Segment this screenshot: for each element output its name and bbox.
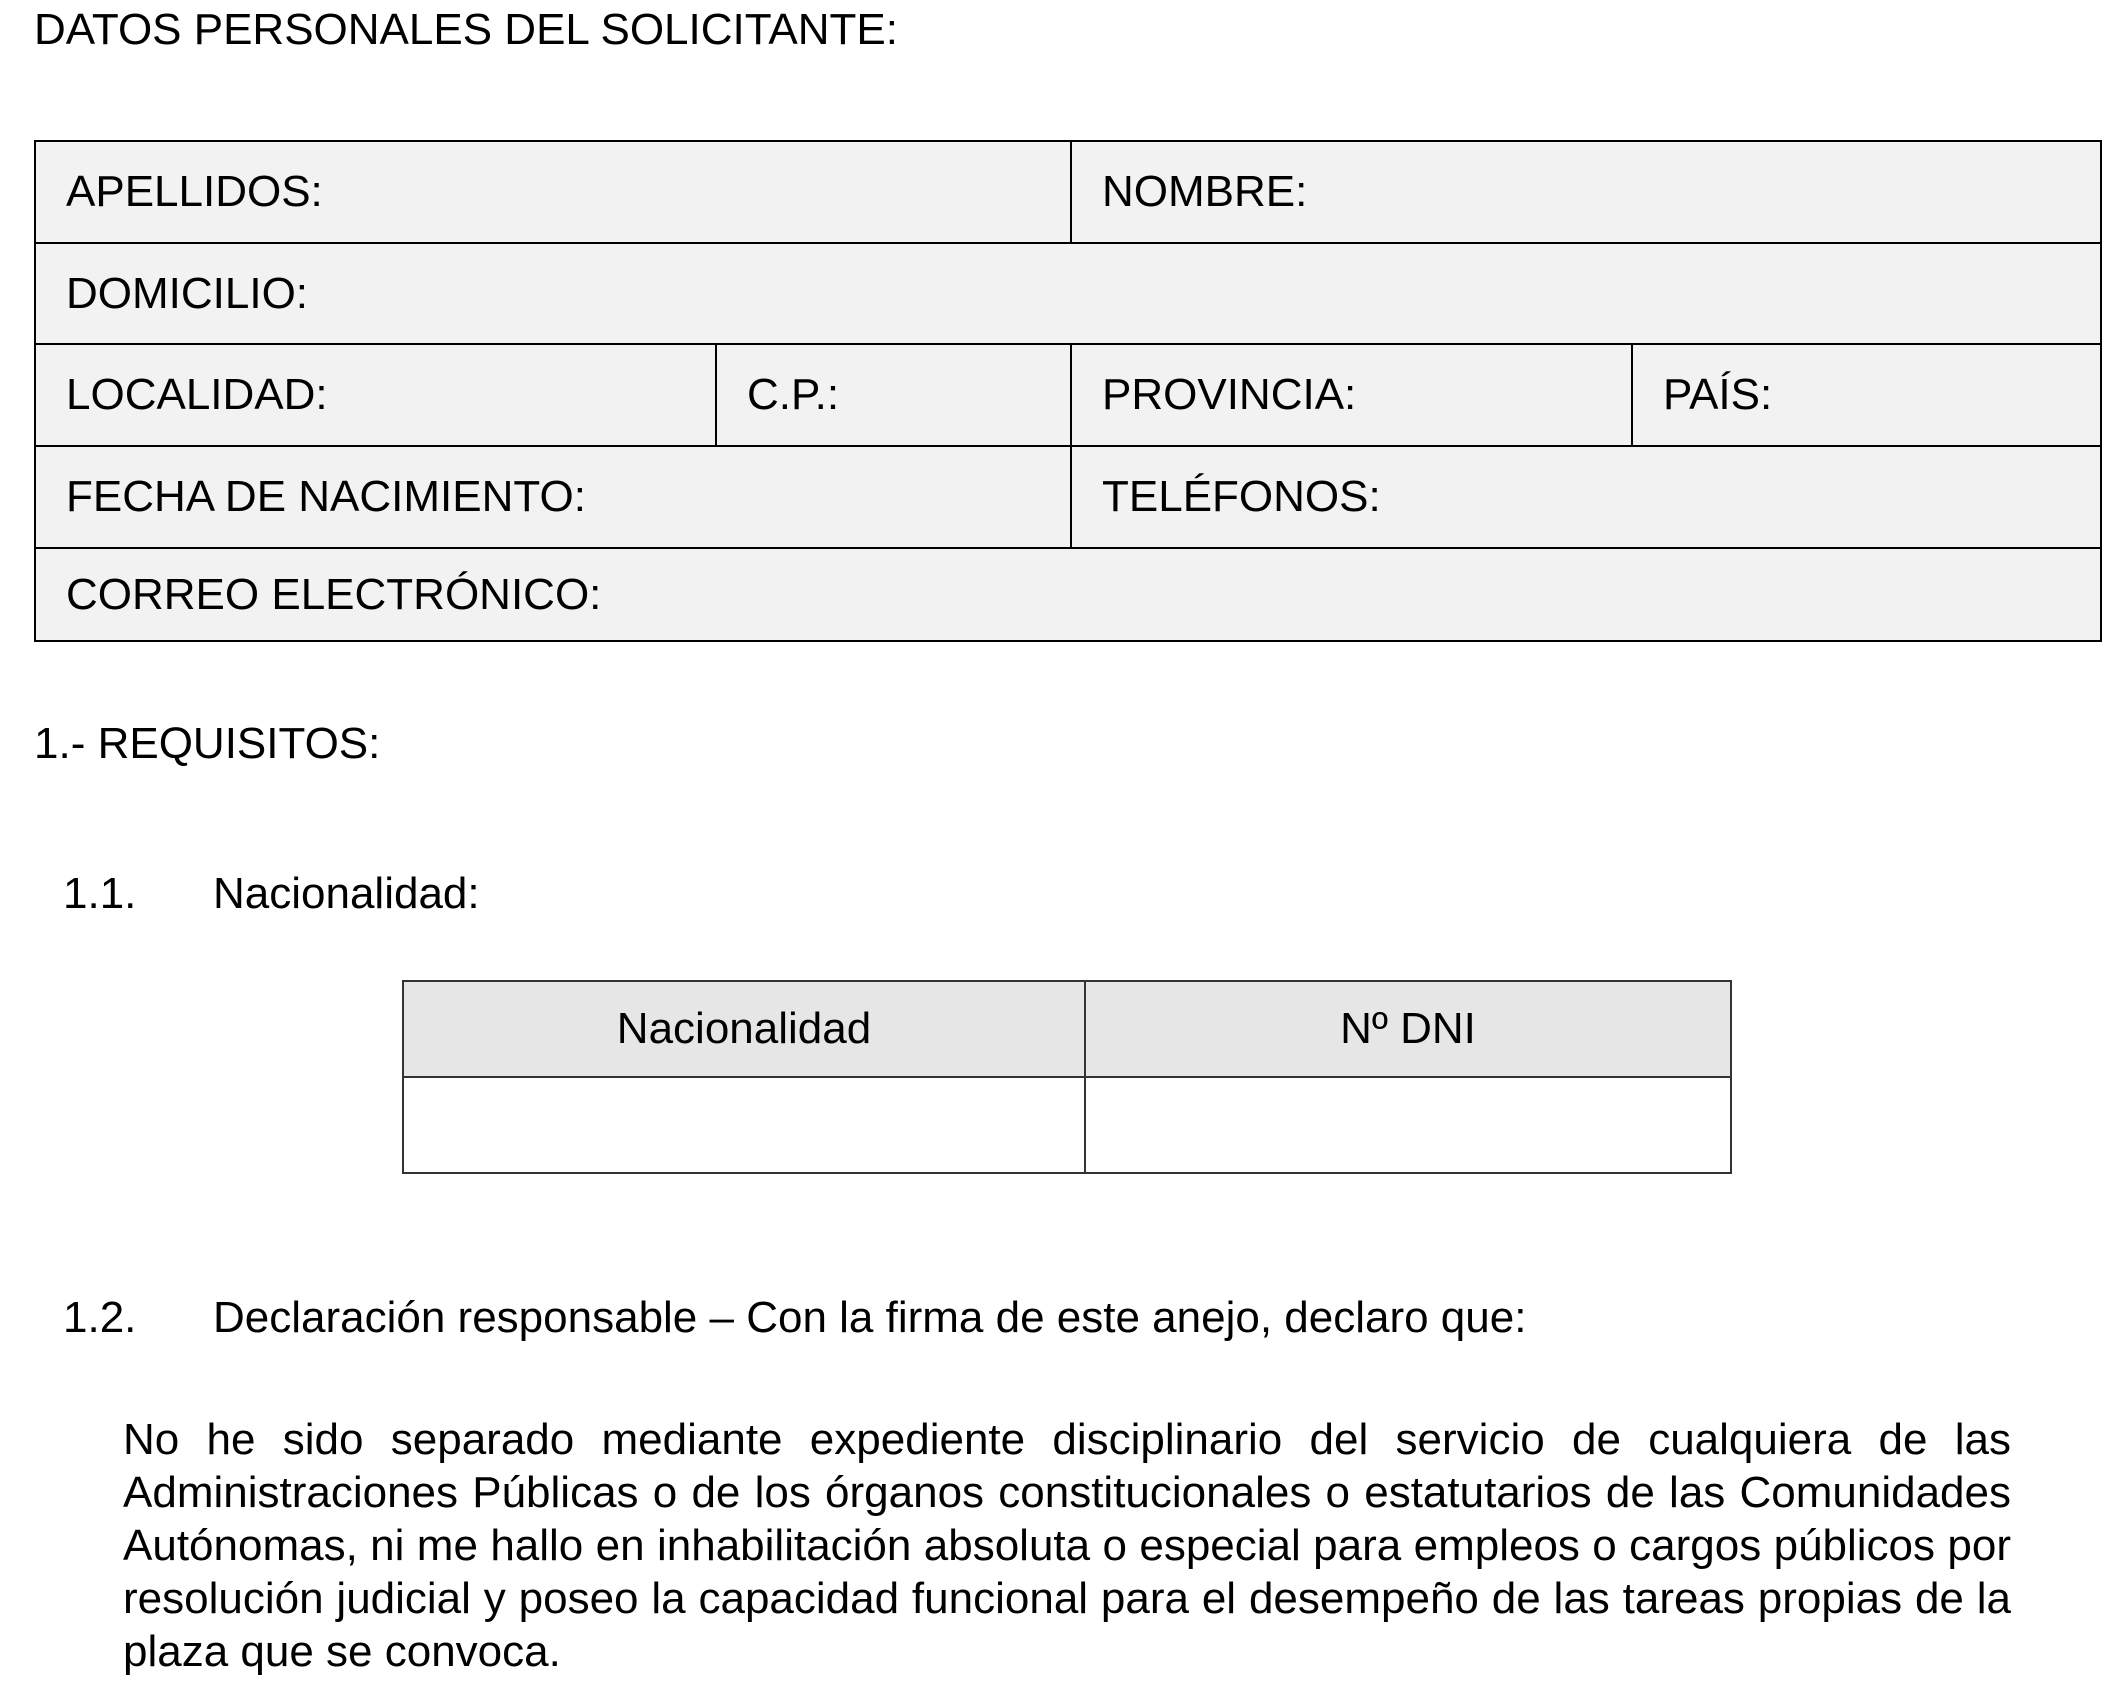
provincia-field[interactable]: [1070, 345, 1631, 445]
nacionalidad-input-cell[interactable]: [404, 1078, 1084, 1172]
declaration-paragraph: No he sido separado mediante expediente disciplinario del servicio de cualquiera de las Administraciones Públicas o de los órganos constitucionales o estatutarios de las Comunidades Autónomas, ni me hallo en inhabilitación absoluta o especial para empleos o cargos públicos por resolución judicial y poseo la capacidad funcional para el desempeño de las tareas propias de la plaza que se convoca.: [123, 1415, 2011, 1676]
item-label-nacionalidad: Nacionalidad:: [213, 869, 480, 918]
telefonos-label: TELÉFONOS:: [1102, 472, 1381, 521]
section-title-personal-data: DATOS PERSONALES DEL SOLICITANTE:: [34, 5, 898, 54]
personal-data-table: [34, 140, 2102, 642]
table-header-row: [404, 982, 1730, 1078]
item-label-declaracion: Declaración responsable – Con la firma de este anejo, declaro que:: [213, 1293, 1527, 1342]
section-title-requisitos: 1.- REQUISITOS:: [34, 719, 381, 768]
item-number-1-2: 1.2.: [63, 1293, 137, 1342]
table-row: [36, 345, 2100, 447]
localidad-label: LOCALIDAD:: [66, 370, 328, 419]
correo-field[interactable]: [36, 549, 2100, 640]
provincia-label: PROVINCIA:: [1102, 370, 1357, 419]
cp-field[interactable]: [715, 345, 1070, 445]
domicilio-field[interactable]: [36, 244, 2100, 343]
item-number-1-1: 1.1.: [63, 869, 137, 918]
localidad-field[interactable]: [36, 345, 715, 445]
fecha-nacimiento-label: FECHA DE NACIMIENTO:: [66, 472, 586, 521]
table-row: [36, 244, 2100, 345]
table-row: [36, 142, 2100, 244]
column-header-dni: Nº DNI: [1084, 982, 1730, 1076]
dni-input-cell[interactable]: [1084, 1078, 1730, 1172]
table-row: [36, 549, 2100, 640]
telefonos-field[interactable]: [1070, 447, 2100, 547]
cp-label: C.P.:: [747, 370, 840, 419]
domicilio-label: DOMICILIO:: [66, 268, 309, 318]
nationality-table: [402, 980, 1732, 1174]
correo-label: CORREO ELECTRÓNICO:: [66, 569, 602, 619]
nombre-label: NOMBRE:: [1102, 167, 1308, 216]
pais-field[interactable]: [1631, 345, 2100, 445]
apellidos-label: APELLIDOS:: [66, 167, 323, 216]
table-row: [36, 447, 2100, 549]
table-row: [404, 1078, 1730, 1172]
column-header-nacionalidad: Nacionalidad: [616, 1004, 872, 1053]
fecha-nacimiento-field[interactable]: [36, 447, 1070, 547]
apellidos-field[interactable]: [36, 142, 1070, 242]
pais-label: PAÍS:: [1663, 370, 1773, 419]
nombre-field[interactable]: [1070, 142, 2100, 242]
